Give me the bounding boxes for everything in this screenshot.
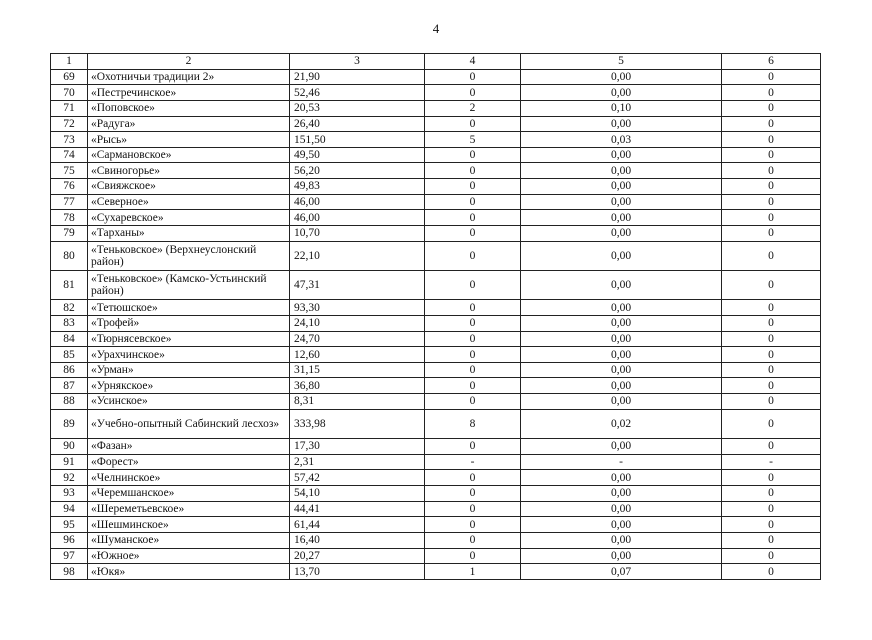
row-number-cell: 82 (51, 300, 88, 316)
row-number-cell: 86 (51, 362, 88, 378)
table-row (51, 347, 821, 363)
table-header-row (51, 54, 821, 70)
hunting-ground-name-cell: «Челнинское» (88, 470, 290, 486)
column-6-cell: 0 (722, 179, 821, 195)
column-6-cell: 0 (722, 194, 821, 210)
column-6-cell: 0 (722, 132, 821, 148)
area-cell: 8,31 (290, 394, 425, 410)
area-cell: 16,40 (290, 532, 425, 548)
row-number-cell: 95 (51, 517, 88, 533)
column-6-cell: 0 (722, 116, 821, 132)
row-number-cell: 72 (51, 116, 88, 132)
table-row (51, 532, 821, 548)
hunting-ground-name-cell: «Пестречинское» (88, 85, 290, 101)
column-4-cell: 0 (425, 194, 521, 210)
column-4-cell: 0 (425, 241, 521, 270)
area-cell: 24,10 (290, 315, 425, 331)
hunting-ground-name-cell: «Форест» (88, 454, 290, 470)
table-row (51, 69, 821, 85)
column-5-cell: 0,03 (521, 132, 722, 148)
table-row (51, 132, 821, 148)
column-5-cell: 0,00 (521, 331, 722, 347)
hunting-ground-name-cell: «Тетюшское» (88, 300, 290, 316)
column-4-cell: 0 (425, 378, 521, 394)
column-5-cell: 0,00 (521, 116, 722, 132)
column-header: 2 (88, 54, 290, 70)
column-5-cell: - (521, 454, 722, 470)
table-row (51, 179, 821, 195)
column-5-cell: 0,00 (521, 548, 722, 564)
hunting-ground-name-cell: «Усинское» (88, 394, 290, 410)
column-6-cell: 0 (722, 241, 821, 270)
column-5-cell: 0,07 (521, 564, 722, 580)
hunting-ground-name-cell: «Урахчинское» (88, 347, 290, 363)
row-number-cell: 83 (51, 315, 88, 331)
column-6-cell: 0 (722, 378, 821, 394)
table-row (51, 378, 821, 394)
column-5-cell: 0,00 (521, 439, 722, 455)
column-4-cell: 0 (425, 147, 521, 163)
column-6-cell: - (722, 454, 821, 470)
hunting-ground-name-cell: «Тюрнясевское» (88, 331, 290, 347)
column-5-cell: 0,00 (521, 270, 722, 299)
area-cell: 2,31 (290, 454, 425, 470)
hunting-ground-name-cell: «Свиногорье» (88, 163, 290, 179)
row-number-cell: 79 (51, 226, 88, 242)
table-row (51, 270, 821, 299)
column-5-cell: 0,00 (521, 470, 722, 486)
column-6-cell: 0 (722, 163, 821, 179)
row-number-cell: 91 (51, 454, 88, 470)
column-5-cell: 0,00 (521, 347, 722, 363)
column-6-cell: 0 (722, 315, 821, 331)
hunting-ground-name-cell: «Сухаревское» (88, 210, 290, 226)
column-header: 1 (51, 54, 88, 70)
row-number-cell: 88 (51, 394, 88, 410)
hunting-ground-name-cell: «Теньковское» (Верхнеуслонский район) (88, 241, 290, 270)
row-number-cell: 81 (51, 270, 88, 299)
data-table (50, 53, 821, 580)
row-number-cell: 77 (51, 194, 88, 210)
column-5-cell: 0,00 (521, 85, 722, 101)
area-cell: 49,50 (290, 147, 425, 163)
area-cell: 26,40 (290, 116, 425, 132)
column-6-cell: 0 (722, 362, 821, 378)
column-4-cell: 0 (425, 210, 521, 226)
table-row (51, 362, 821, 378)
table-row (51, 517, 821, 533)
column-6-cell: 0 (722, 394, 821, 410)
table-row (51, 454, 821, 470)
column-header: 5 (521, 54, 722, 70)
area-cell: 46,00 (290, 194, 425, 210)
row-number-cell: 96 (51, 532, 88, 548)
column-header: 4 (425, 54, 521, 70)
table-row (51, 194, 821, 210)
column-6-cell: 0 (722, 300, 821, 316)
column-5-cell: 0,00 (521, 241, 722, 270)
column-6-cell: 0 (722, 439, 821, 455)
column-4-cell: 0 (425, 331, 521, 347)
table-row (51, 564, 821, 580)
column-6-cell: 0 (722, 69, 821, 85)
column-6-cell: 0 (722, 347, 821, 363)
table-row (51, 485, 821, 501)
hunting-ground-name-cell: «Шешминское» (88, 517, 290, 533)
row-number-cell: 71 (51, 100, 88, 116)
column-6-cell: 0 (722, 210, 821, 226)
area-cell: 49,83 (290, 179, 425, 195)
row-number-cell: 78 (51, 210, 88, 226)
column-4-cell: 0 (425, 485, 521, 501)
column-5-cell: 0,00 (521, 163, 722, 179)
area-cell: 56,20 (290, 163, 425, 179)
column-5-cell: 0,00 (521, 485, 722, 501)
area-cell: 24,70 (290, 331, 425, 347)
column-4-cell: 2 (425, 100, 521, 116)
table-row (51, 548, 821, 564)
row-number-cell: 97 (51, 548, 88, 564)
row-number-cell: 69 (51, 69, 88, 85)
column-6-cell: 0 (722, 501, 821, 517)
row-number-cell: 84 (51, 331, 88, 347)
hunting-ground-name-cell: «Трофей» (88, 315, 290, 331)
hunting-ground-name-cell: «Радуга» (88, 116, 290, 132)
area-cell: 12,60 (290, 347, 425, 363)
column-5-cell: 0,10 (521, 100, 722, 116)
page-number: 4 (432, 21, 440, 36)
row-number-cell: 85 (51, 347, 88, 363)
column-4-cell: 0 (425, 517, 521, 533)
area-cell: 10,70 (290, 226, 425, 242)
hunting-ground-name-cell: «Урман» (88, 362, 290, 378)
area-cell: 333,98 (290, 409, 425, 438)
column-5-cell: 0,00 (521, 179, 722, 195)
hunting-ground-name-cell: «Рысь» (88, 132, 290, 148)
table-row (51, 331, 821, 347)
area-cell: 31,15 (290, 362, 425, 378)
column-5-cell: 0,00 (521, 69, 722, 85)
row-number-cell: 90 (51, 439, 88, 455)
column-6-cell: 0 (722, 470, 821, 486)
area-cell: 47,31 (290, 270, 425, 299)
hunting-ground-name-cell: «Шуманское» (88, 532, 290, 548)
table-row (51, 394, 821, 410)
hunting-ground-name-cell: «Свияжское» (88, 179, 290, 195)
column-6-cell: 0 (722, 85, 821, 101)
row-number-cell: 70 (51, 85, 88, 101)
hunting-ground-name-cell: «Шереметьевское» (88, 501, 290, 517)
row-number-cell: 93 (51, 485, 88, 501)
column-4-cell: 1 (425, 564, 521, 580)
area-cell: 20,27 (290, 548, 425, 564)
table-row (51, 85, 821, 101)
column-4-cell: 0 (425, 532, 521, 548)
area-cell: 22,10 (290, 241, 425, 270)
row-number-cell: 92 (51, 470, 88, 486)
row-number-cell: 73 (51, 132, 88, 148)
column-5-cell: 0,00 (521, 226, 722, 242)
area-cell: 20,53 (290, 100, 425, 116)
area-cell: 17,30 (290, 439, 425, 455)
column-5-cell: 0,00 (521, 210, 722, 226)
column-6-cell: 0 (722, 564, 821, 580)
area-cell: 151,50 (290, 132, 425, 148)
column-6-cell: 0 (722, 485, 821, 501)
row-number-cell: 75 (51, 163, 88, 179)
row-number-cell: 74 (51, 147, 88, 163)
column-4-cell: 0 (425, 315, 521, 331)
hunting-ground-name-cell: «Сармановское» (88, 147, 290, 163)
area-cell: 46,00 (290, 210, 425, 226)
hunting-ground-name-cell: «Поповское» (88, 100, 290, 116)
table-row (51, 100, 821, 116)
column-4-cell: 8 (425, 409, 521, 438)
column-6-cell: 0 (722, 226, 821, 242)
area-cell: 13,70 (290, 564, 425, 580)
column-5-cell: 0,00 (521, 194, 722, 210)
column-6-cell: 0 (722, 548, 821, 564)
column-6-cell: 0 (722, 100, 821, 116)
area-cell: 44,41 (290, 501, 425, 517)
row-number-cell: 87 (51, 378, 88, 394)
column-4-cell: 0 (425, 347, 521, 363)
table-row (51, 470, 821, 486)
area-cell: 54,10 (290, 485, 425, 501)
column-6-cell: 0 (722, 270, 821, 299)
column-5-cell: 0,00 (521, 517, 722, 533)
table-row (51, 116, 821, 132)
column-4-cell: 0 (425, 163, 521, 179)
column-6-cell: 0 (722, 517, 821, 533)
column-4-cell: 0 (425, 470, 521, 486)
table-body (51, 69, 821, 579)
hunting-ground-name-cell: «Фазан» (88, 439, 290, 455)
column-4-cell: 0 (425, 226, 521, 242)
column-5-cell: 0,00 (521, 378, 722, 394)
table-row (51, 501, 821, 517)
table-row (51, 409, 821, 438)
area-cell: 93,30 (290, 300, 425, 316)
column-5-cell: 0,00 (521, 501, 722, 517)
column-4-cell: 5 (425, 132, 521, 148)
column-4-cell: 0 (425, 85, 521, 101)
row-number-cell: 94 (51, 501, 88, 517)
row-number-cell: 89 (51, 409, 88, 438)
hunting-ground-name-cell: «Теньковское» (Камско-Устьинский район) (88, 270, 290, 299)
row-number-cell: 98 (51, 564, 88, 580)
area-cell: 21,90 (290, 69, 425, 85)
table-row (51, 163, 821, 179)
column-5-cell: 0,00 (521, 300, 722, 316)
column-5-cell: 0,00 (521, 362, 722, 378)
area-cell: 61,44 (290, 517, 425, 533)
column-4-cell: 0 (425, 270, 521, 299)
table-row (51, 210, 821, 226)
table-row (51, 147, 821, 163)
area-cell: 52,46 (290, 85, 425, 101)
column-header: 3 (290, 54, 425, 70)
hunting-ground-name-cell: «Охотничьи традиции 2» (88, 69, 290, 85)
column-4-cell: 0 (425, 501, 521, 517)
table-row (51, 315, 821, 331)
column-4-cell: 0 (425, 548, 521, 564)
column-5-cell: 0,00 (521, 315, 722, 331)
column-6-cell: 0 (722, 147, 821, 163)
column-6-cell: 0 (722, 331, 821, 347)
column-5-cell: 0,00 (521, 532, 722, 548)
column-6-cell: 0 (722, 532, 821, 548)
column-4-cell: 0 (425, 394, 521, 410)
hunting-ground-name-cell: «Юкя» (88, 564, 290, 580)
column-4-cell: 0 (425, 116, 521, 132)
column-header: 6 (722, 54, 821, 70)
row-number-cell: 80 (51, 241, 88, 270)
column-5-cell: 0,00 (521, 394, 722, 410)
hunting-ground-name-cell: «Урнякское» (88, 378, 290, 394)
column-4-cell: 0 (425, 439, 521, 455)
row-number-cell: 76 (51, 179, 88, 195)
column-5-cell: 0,02 (521, 409, 722, 438)
hunting-ground-name-cell: «Тарханы» (88, 226, 290, 242)
hunting-ground-name-cell: «Черемшанское» (88, 485, 290, 501)
table-row (51, 226, 821, 242)
area-cell: 36,80 (290, 378, 425, 394)
column-4-cell: 0 (425, 362, 521, 378)
column-4-cell: 0 (425, 69, 521, 85)
table-row (51, 300, 821, 316)
hunting-ground-name-cell: «Северное» (88, 194, 290, 210)
column-4-cell: - (425, 454, 521, 470)
hunting-ground-name-cell: «Южное» (88, 548, 290, 564)
column-6-cell: 0 (722, 409, 821, 438)
table-row (51, 439, 821, 455)
table-row (51, 241, 821, 270)
area-cell: 57,42 (290, 470, 425, 486)
column-4-cell: 0 (425, 300, 521, 316)
column-4-cell: 0 (425, 179, 521, 195)
column-5-cell: 0,00 (521, 147, 722, 163)
hunting-ground-name-cell: «Учебно-опытный Сабинский лесхоз» (88, 409, 290, 438)
